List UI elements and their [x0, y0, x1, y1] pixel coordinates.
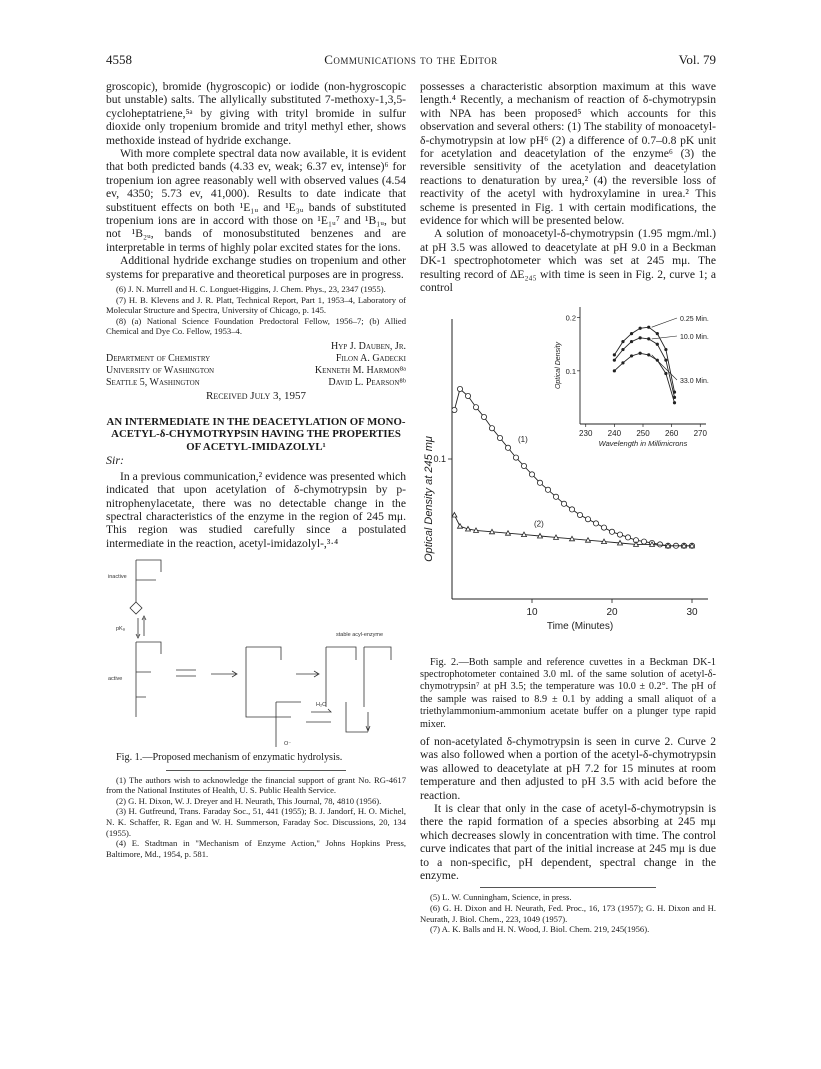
author-name: David L. Pearson⁸ᵇ	[328, 377, 406, 389]
footnote: (3) H. Gutfreund, Trans. Faraday Soc., 51, 441 (1955); B. J. Jandorf, H. O. Michel, N. K. Schaffer, R. Egan and W. H. Summerson, Faraday Soc. Discussions, 20, 134 (1955).	[106, 806, 406, 838]
footnote: (5) L. W. Cunningham, Science, in press.	[430, 892, 572, 903]
figure-1-caption: Fig. 1.—Proposed mechanism of enzymatic hydrolysis.	[116, 752, 343, 764]
inset-series-2-line	[614, 337, 674, 397]
series-1-point	[465, 393, 470, 398]
label-stable-acyl-enzyme: stable acyl-enzyme	[336, 632, 384, 639]
paragraph: of non-acetylated δ-chymotrypsin is seen in curve 2. Curve 2 was also followed when a portion of the acetyl-δ-chymotrypsin was allowed to deacetylate at pH 7.2 for 15 minutes at room temperature and then adjusted to pH 3.5 with acid before the reaction.	[420, 734, 716, 802]
series-1-point	[617, 532, 622, 537]
footnote: (1) The authors wish to acknowledge the financial support of grant No. RG-4617 from the National Institutes of Health, U. S. Public Health Service.	[106, 774, 406, 796]
article-title: AN INTERMEDIATE IN THE DEACETYLATION OF MONO-ACETYL-δ-CHYMOTRYPSIN HAVING THE PROPERTIES OF ACETYL-IMIDAZOLYL¹	[106, 416, 406, 453]
running-header	[106, 52, 716, 72]
figure-2-caption: Fig. 2.—Both sample and reference cuvettes in a Beckman DK-1 spectrophotometer contained 3.0 ml. of the same solution of acetyl-δ-chymotrypsin⁷ at pH 3.5; the temperature was 10.0 ± 0.2°. The pH of the sample was raised to 8.9 ± 0.1 by adding a small aliquot of a triethylammonium-ammonium acetate buffer on a plunger type rapid mixer.	[420, 656, 716, 730]
inset-series-point	[664, 371, 667, 374]
series-1-point	[457, 386, 462, 391]
series-1-point	[561, 501, 566, 506]
inset-label-leader	[652, 336, 677, 339]
label-active: active	[108, 676, 123, 683]
inset-series-point	[630, 331, 633, 334]
inset-series-point	[647, 353, 650, 356]
footnote-separator	[166, 770, 346, 771]
left-column	[106, 80, 406, 859]
inset-series-point	[673, 401, 676, 404]
paragraph: It is clear that only in the case of acetyl-δ-chymotrypsin is there the rapid formation of a species absorbing at 245 mμ which decreases slowly in concentration with time. The control curve indicates that part of the initial increase at 245 mμ is due to a non-specific, pH dependent, spectral change in the enzyme.	[420, 801, 716, 882]
series-1-point	[497, 435, 502, 440]
footnote: (7) H. B. Klevens and J. R. Platt, Technical Report, Part 1, 1953–4, Laboratory of Molecular Structure and Spectra, University of Chicago, p. 145.	[106, 294, 406, 316]
inset-series-point	[639, 336, 642, 339]
figure-1-mechanism	[106, 552, 406, 750]
series-1-point	[545, 487, 550, 492]
series-1-line	[454, 389, 692, 546]
footnotes-b	[106, 775, 406, 860]
inset-series-point	[664, 358, 667, 361]
inset-series-point	[639, 351, 642, 354]
paragraph: possesses a characteristic absorption maximum at this wave length.⁴ Recently, a mechanism of reaction of δ-chymotrypsin with NPA has been proposed⁵ which accounts for this observation and several others: (1) The stability of monoacetyl-δ-chymotrypsin at low pH⁶ (2) a difference of 0.7–0.8 pK unit for acetylation and deacetylation of the enzyme⁶ (3) the reversible sensitivity of the acetylation and deacetylation reactions to denaturation by urea,² (4) the reversible loss of reactivity of the acetyl with hydroxylamine in urea.² This scheme is presented in Fig. 1 with certain modifications, the evidence for which will be presented below.	[420, 80, 716, 228]
footnote: (6) G. H. Dixon and H. Neurath, Fed. Proc., 16, 173 (1957); G. H. Dixon and H. Neurath, J. Biol. Chem., 223, 1049 (1957).	[420, 903, 716, 924]
inset-x-tick-label: 230	[579, 428, 593, 438]
inset-y-tick-label: 0.2	[565, 313, 576, 323]
series-1-point	[657, 541, 662, 546]
series-1-point	[529, 471, 534, 476]
inset-label-leader	[652, 318, 677, 327]
author-name: Filon A. Gadecki	[335, 353, 406, 365]
inset-plot	[555, 307, 709, 448]
series-1-point	[625, 534, 630, 539]
inset-series-point	[664, 347, 667, 350]
series-1-point	[585, 516, 590, 521]
footnotes-right	[420, 892, 716, 934]
inset-series-point	[613, 353, 616, 356]
inset-x-tick-label: 250	[636, 428, 650, 438]
inset-series-label: 0.25 Min.	[680, 315, 709, 323]
footnote: (8) (a) National Science Foundation Predoctoral Fellow, 1956–7; (b) Allied Chemical and Dye Co. Fellow, 1953–4.	[106, 315, 406, 337]
paragraph: groscopic), bromide (hygroscopic) or iodide (non-hygroscopic but unstable) salts. The allylically substituted 7-methoxy-1,3,5-cycloheptatriene,⁵ᵃ by giving with trityl bromide in sulfur dioxide only tropenium bromide and trityl methyl ether, shows methoxide instead of hydride exchange.	[106, 80, 406, 147]
inset-series-point	[621, 361, 624, 364]
inset-series-point	[647, 337, 650, 340]
right-column	[420, 80, 716, 935]
author-name: Kenneth M. Harmon⁸ᵃ	[314, 365, 406, 377]
inset-series-point	[656, 331, 659, 334]
footnote: (2) G. H. Dixon, W. J. Dreyer and H. Neurath, This Journal, 78, 4810 (1956).	[116, 795, 382, 806]
department: Department of Chemistry	[106, 353, 211, 365]
series-1-point	[577, 512, 582, 517]
inset-x-axis-label: Wavelength in Millimicrons	[598, 438, 688, 448]
series-1-point	[601, 525, 606, 530]
university: University of Washington	[106, 365, 215, 377]
label-oxide: O⁻	[284, 741, 292, 748]
inset-x-tick-label: 260	[664, 428, 679, 438]
series-1-point	[593, 520, 598, 525]
salutation: Sir:	[106, 453, 124, 468]
series-1-point	[569, 506, 574, 511]
series-1-point	[521, 463, 526, 468]
series-1-label: (1)	[518, 434, 528, 444]
footnote: (4) E. Stadtman in "Mechanism of Enzyme Action," Johns Hopkins Press, Baltimore, Md., 1954, p. 581.	[106, 838, 406, 859]
city: Seattle 5, Washington	[106, 377, 200, 389]
series-1-point	[452, 407, 457, 412]
series-1-point	[513, 455, 518, 460]
series-1-point	[481, 414, 486, 419]
inset-series-point	[630, 354, 633, 357]
y-axis-label: Optical Density at 245 mμ	[423, 435, 435, 562]
series-1-point	[609, 529, 614, 534]
footnote: (6) J. N. Murrell and H. C. Longuet-Higgins, J. Chem. Phys., 23, 2347 (1955).	[116, 284, 386, 295]
inset-y-axis-label: Optical Density	[555, 341, 562, 389]
inset-series-point	[613, 369, 616, 372]
x-tick-label: 10	[526, 606, 538, 618]
volume-label: Vol. 79	[678, 52, 716, 67]
series-2-label: (2)	[534, 519, 544, 529]
inset-series-point	[621, 347, 624, 350]
inset-series-label: 33.0 Min.	[680, 377, 709, 385]
footnote: (7) A. K. Balls and H. N. Wood, J. Biol. Chem. 219, 245(1956).	[430, 924, 650, 935]
footnotes-a	[106, 284, 406, 337]
series-2-point	[458, 523, 463, 528]
series-1-point	[537, 480, 542, 485]
series-1-point	[489, 425, 494, 430]
label-inactive: inactive	[108, 574, 127, 581]
author-signature	[106, 341, 406, 402]
paragraph: A solution of monoacetyl-δ-chymotrypsin (1.95 mgm./ml.) at pH 3.5 was allowed to deacetylate at pH 9.0 in a Beckman DK-1 spectrophotometer which was set at 245 mμ. The resulting record of ΔE₂₄₅ with time is seen in Fig. 2, curve 1; a control	[420, 227, 716, 295]
inset-series-point	[621, 339, 624, 342]
inset-x-tick-label: 240	[607, 428, 622, 438]
series-2-point	[452, 512, 457, 517]
inset-series-point	[656, 342, 659, 345]
footnote-separator	[480, 887, 656, 888]
journal-section: Communications to the Editor	[324, 52, 498, 67]
inset-series-point	[647, 325, 650, 328]
x-axis-label: Time (Minutes)	[546, 620, 614, 632]
x-tick-label: 30	[686, 606, 698, 618]
figure-2-chart	[420, 299, 716, 655]
x-tick-label: 20	[606, 606, 618, 618]
series-1-point	[473, 404, 478, 409]
page-number: 4558	[106, 52, 132, 67]
series-1-point	[641, 539, 646, 544]
inset-series-point	[630, 339, 633, 342]
inset-series-label: 10.0 Min.	[680, 333, 709, 341]
inset-y-tick-label: 0.1	[565, 366, 576, 376]
label-water: H₂O	[316, 702, 327, 709]
mechanism-diagram	[106, 552, 406, 750]
inset-x-tick-label: 270	[693, 428, 707, 438]
series-1-point	[553, 494, 558, 499]
inset-series-point	[639, 326, 642, 329]
paragraph: With more complete spectral data now available, it is evident that both predicted bands (4.33 ev, weak; 6.37 ev, intense)⁶ for tropenium ion agree reasonably well with observed values (4.54 ev, 4350; 5.73 ev, 41,000). Results to date indicate that substituent effects on both ¹E₁ᵤ and ¹E₃ᵤ bands of substituted tropenium ions are in accord with those on ¹E₁ᵤ⁷ and ¹B₁ᵤ, but not ¹B₂ᵤ, bands of monosubstituted benzenes and are interpretable in terms of highly polar excited states for the ions.	[106, 147, 406, 254]
paragraph: Additional hydride exchange studies on tropenium and other systems for preparative and theoretical purposes are in progress.	[106, 254, 406, 281]
figure-2-svg	[420, 299, 716, 655]
series-1-point	[505, 445, 510, 450]
received-date: Received July 3, 1957	[206, 390, 306, 403]
paragraph: In a previous communication,² evidence was presented which indicated that upon acetylation of δ-chymotrypsin by p-nitrophenylacetate, there was no detectable change in the spectral characteristics of the enzyme in the region of 245 mμ. This region was studied carefully since a postulated intermediate in the reaction, acetyl-imidazolyl-,³·⁴	[106, 469, 406, 550]
label-pk: pKₐ	[116, 626, 125, 633]
author-name: Hyp J. Dauben, Jr.	[331, 341, 406, 353]
inset-series-point	[613, 358, 616, 361]
inset-label-leader	[652, 354, 677, 379]
y-tick-label: 0.1	[433, 453, 446, 464]
